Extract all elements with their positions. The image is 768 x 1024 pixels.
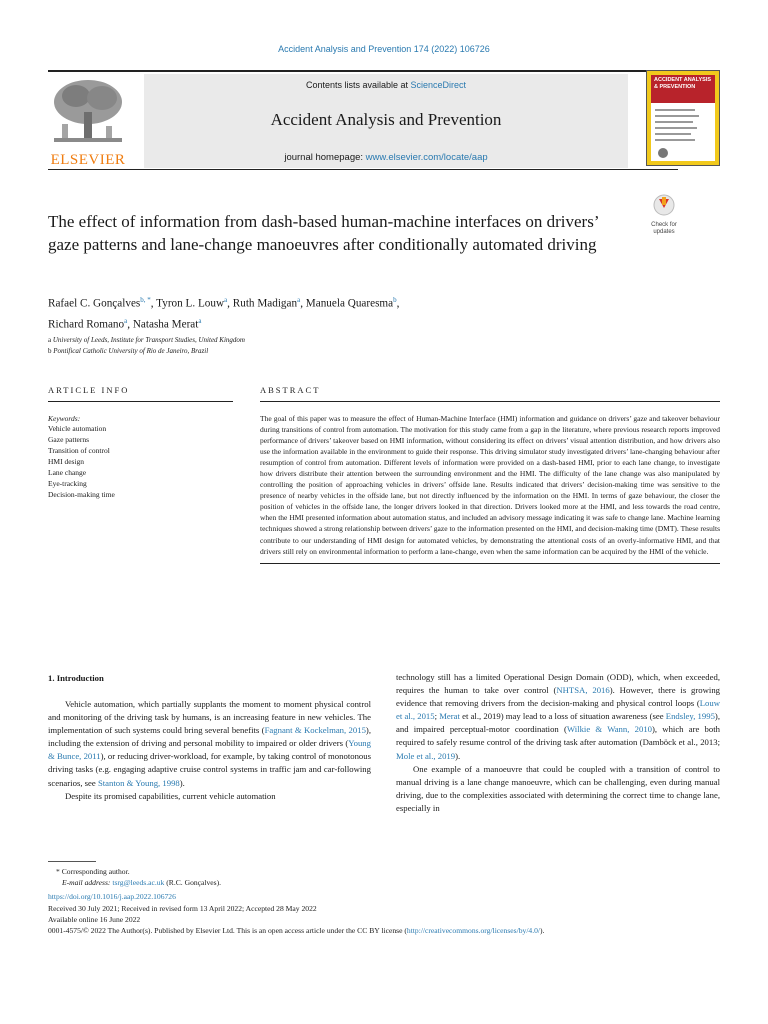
article-info-panel: [48, 385, 233, 500]
affiliations: [48, 335, 648, 357]
article-title: The effect of information from dash-based human-machine interfaces on drivers’ gaze patterns and lane-change manoeuvres after conditionally automated driving: [48, 212, 599, 254]
paragraph-text: ), including the extension of driving and personal mobility to impaired or older drivers (: [48, 725, 371, 749]
paragraph-text: ), or reducing driver-workload, for example, by taking control of monotonous driving tasks (e.g. engaging adaptive cruise control systems in traffic jam and car-following scenarios, see: [48, 751, 371, 788]
citation-link[interactable]: Stanton & Young, 1998: [97, 777, 180, 788]
corresponding-author-note: * Corresponding author.: [56, 867, 130, 876]
masthead-top-rule: [48, 70, 678, 72]
affiliation-item: [48, 346, 648, 357]
author-name[interactable]: Tyron L. Louw: [156, 297, 225, 310]
paragraph-text: technology still has a limited Operational Design Domain (ODD), which, when exceeded, requires the human to take over control (: [396, 672, 720, 696]
contents-line: [144, 80, 628, 90]
citation-link[interactable]: Endsley, 1995: [665, 711, 715, 722]
citation-link[interactable]: Fagnant & Kockelman, 2015: [264, 725, 366, 736]
abstract-rule-bottom: [260, 563, 720, 564]
author-affil-sup[interactable]: a: [124, 316, 128, 325]
citation-link[interactable]: Young & Bunce, 2011: [48, 738, 371, 762]
author-separator: ,: [227, 297, 233, 310]
author-name[interactable]: Ruth Madigan: [232, 297, 298, 310]
journal-citation[interactable]: Accident Analysis and Prevention 174 (2022) 106726: [278, 44, 490, 54]
homepage-line: [144, 152, 628, 163]
paragraph-text: ), and impaired perceptual-motor coordination (: [396, 711, 720, 735]
elsevier-logo[interactable]: [48, 76, 128, 166]
sciencedirect-link[interactable]: ScienceDirect: [410, 80, 467, 90]
elsevier-tree-icon: [48, 76, 128, 150]
citation-link[interactable]: Wilkie & Wann, 2010: [566, 724, 653, 735]
check-for-updates-badge[interactable]: [644, 194, 684, 236]
body-column-right: [396, 671, 720, 815]
paragraph-text: Vehicle automation, which partially supplants the moment to moment physical control and monitoring of the driving task by humans, is an increasing feature in new vehicles. The implementation of such systems could bring several benefits (: [48, 699, 371, 736]
keyword-item: Decision-making time: [48, 490, 115, 499]
author-list: [48, 292, 648, 333]
keywords-label: Keywords:: [48, 414, 81, 423]
paragraph-text: et al., 2019) may lead to a loss of situation awareness (see: [459, 711, 666, 722]
license-statement: [48, 925, 728, 936]
keyword-item: Lane change: [48, 468, 87, 477]
keyword-item: Eye-tracking: [48, 479, 87, 488]
citation-link[interactable]: Louw et al., 2015: [396, 698, 720, 722]
author-separator: ,: [300, 297, 306, 310]
journal-homepage-link[interactable]: www.elsevier.com/locate/aap: [365, 152, 488, 163]
body-column-left: [48, 698, 371, 803]
affiliation-text: Pontifical Catholic University of Rio de Janeiro, Brazil: [53, 347, 209, 355]
author-separator: ,: [396, 297, 400, 310]
abstract-text: The goal of this paper was to measure the effect of Human-Machine Interface (HMI) information and guidance on drivers’ gaze and takeover behaviour during transitions of control from automation. The motivation for this study came from a gap in the literature, where previous research reports improved performance of drivers’ takeover based on HMI information, without considering its effect on drivers’ visual attention distribution, and how drivers also use the information available in the environment to guide their response. This driving simulator study investigated drivers’ lane-changing behaviour after resumption of control from automation. Different levels of information were provided on a dash-based HMI, prior to each lane change, to investigate how drivers distribute their attention between the surrounding environment and the HMI. The difficulty of the lane change was also manipulated by controlling the position of approaching vehicles in drivers’ offside lane. Results indicated that drivers’ decision-making time was sensitive to the presence of nearby vehicles in the offside lane, but not directly influenced by the information on the HMI. In terms of gaze behaviour, the closer the position of vehicles in the offside lane, the longer drivers looked in that direction. Drivers looked more at the HMI, and less towards the road centre, when the HMI presented information about automation status, and included an advisory message indicating it was safe to change lane. Machine learning techniques showed a strong relationship between drivers’ gaze to the information presented on the HMI, and decision-making time (DMT). These results contribute to our understanding of HMI design for automated vehicles, by demonstrating the attentional costs of an overly-informative HMI, and that drivers still rely on environmental information to perform a lane-change, even when the same information can be acquired by the HMI of the vehicle.: [260, 414, 720, 556]
journal-banner: [144, 74, 628, 168]
journal-name: Accident Analysis and Prevention: [270, 110, 502, 129]
author-name[interactable]: Richard Romano: [48, 318, 125, 331]
license-suffix: ).: [540, 926, 545, 936]
cover-title: ACCIDENT ANALYSIS & PREVENTION: [654, 77, 712, 90]
author-affil-sup[interactable]: a: [297, 296, 301, 304]
author-name[interactable]: Natasha Merat: [132, 318, 199, 331]
abstract-heading: ABSTRACT: [260, 385, 321, 395]
author-name[interactable]: Rafael C. Gonçalves: [48, 297, 141, 310]
section-heading-introduction: 1. Introduction: [48, 673, 104, 683]
email-suffix: (R.C. Gonçalves).: [164, 878, 222, 888]
author-email-link[interactable]: tsrg@leeds.ac.uk: [112, 878, 165, 888]
abstract-panel: [260, 385, 720, 564]
citation-link[interactable]: NHTSA, 2016: [556, 685, 610, 696]
paragraph: One example of a manoeuvre that could be coupled with a transition of control to manual driving is a lane change manoeuvre, which can be challenging, even during manual driving, due to the complexities associated with determining the correct time to change lane, especially in: [396, 763, 720, 813]
cc-license-link[interactable]: http://creativecommons.org/licenses/by/4.0/: [406, 926, 541, 936]
abstract-rule-top: [260, 401, 720, 402]
email-label: E-mail address:: [62, 878, 113, 888]
doi-link[interactable]: https://doi.org/10.1016/j.aap.2022.106726: [48, 892, 176, 902]
masthead-bottom-rule: [48, 169, 678, 170]
affiliation-text: University of Leeds, Institute for Transport Studies, United Kingdom: [52, 336, 245, 344]
contents-prefix: Contents lists available at: [305, 80, 411, 90]
paragraph: Despite its promised capabilities, current vehicle automation: [65, 790, 276, 801]
paragraph-text: ). However, there is growing evidence that removing drivers from the decision-making and physical control loops (: [396, 685, 721, 709]
citation-link[interactable]: Mole et al., 2019: [396, 750, 456, 761]
affiliation-marker: a: [48, 336, 52, 344]
footnote-rule: [48, 861, 96, 862]
journal-cover-thumbnail[interactable]: [646, 70, 720, 166]
check-updates-label: Check for updates: [651, 222, 677, 235]
paragraph-text: ).: [179, 777, 185, 788]
available-online: Available online 16 June 2022: [48, 914, 141, 924]
homepage-prefix: journal homepage:: [284, 152, 366, 163]
author-separator: ,: [150, 297, 157, 310]
paragraph: [48, 698, 371, 790]
cover-title-band: [651, 75, 715, 103]
check-updates-icon: [651, 194, 677, 216]
affiliation-item: [48, 335, 648, 346]
article-info-rule: [48, 401, 233, 402]
elsevier-wordmark: ELSEVIER: [50, 152, 126, 168]
license-text: 0001-4575/© 2022 The Author(s). Published by Elsevier Ltd. This is an open access article under the CC BY license (: [48, 926, 407, 936]
keyword-item: Gaze patterns: [48, 435, 90, 444]
paragraph-text: ).: [455, 750, 461, 761]
keyword-item: HMI design: [48, 457, 85, 466]
received-dates: Received 30 July 2021; Received in revised form 13 April 2022; Accepted 28 May 2022: [48, 903, 317, 913]
authors-line-1: [48, 292, 648, 313]
authors-line-2: [48, 313, 648, 334]
footnotes: [48, 866, 728, 936]
paragraph: [396, 671, 720, 763]
author-name[interactable]: Manuela Quaresma: [305, 297, 394, 310]
author-affil-sup[interactable]: a: [224, 296, 228, 304]
author-affil-sup[interactable]: b: [393, 296, 397, 304]
citation-link[interactable]: Merat: [439, 711, 460, 722]
email-note: [48, 877, 728, 888]
article-info-heading: ARTICLE INFO: [48, 385, 130, 395]
masthead: [48, 70, 720, 170]
cover-text-lines: [651, 105, 715, 163]
paragraph-text: ;: [434, 711, 440, 722]
keyword-item: Transition of control: [48, 446, 110, 455]
author-affil-sup[interactable]: b, *: [140, 296, 151, 304]
corresponding-author-text: Corresponding author.: [61, 867, 130, 876]
keyword-item: Vehicle automation: [48, 424, 107, 433]
affiliation-marker: b: [48, 347, 52, 355]
paragraph-text: ), which are both required to safely resume control of the driving task after automation (Damböck et al., 2013;: [396, 724, 720, 748]
keyword-list: [48, 423, 233, 500]
author-affil-sup[interactable]: a: [198, 316, 202, 325]
author-separator: ,: [127, 318, 133, 331]
cover-page: [651, 75, 715, 161]
